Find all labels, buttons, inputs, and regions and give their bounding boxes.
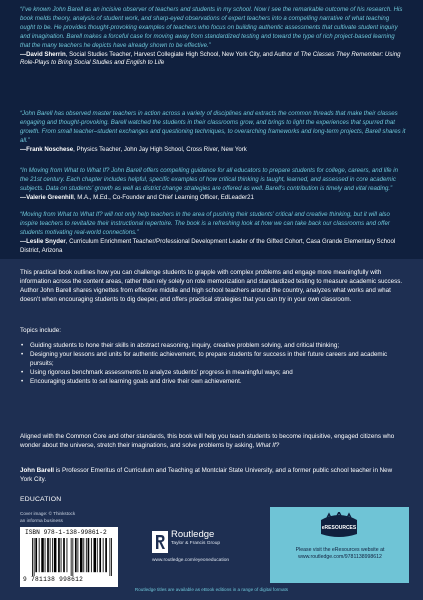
- ebook-footnote: Routledge titles are available as eBook editions in a range of digital formats: [134, 587, 289, 592]
- barcode-digits: 9 781138 998612: [23, 576, 84, 583]
- endorsement-attribution: —Frank Noschese, Physics Teacher, John Jay High School, Cross River, New York: [20, 145, 247, 153]
- endorsement-attribution: —Valerie Greenhill, M.A., M.Ed., Co-Founder and Chief Learning Officer, EdLeader21: [20, 193, 254, 201]
- author-name: John Barell: [20, 467, 55, 474]
- barcode-icon: [32, 538, 112, 576]
- topic-item: • Designing your lessons and units for authentic achievement, to prepare students for success in their future careers and academic pursuits;: [20, 350, 410, 368]
- isbn-barcode: [20, 527, 118, 587]
- endorsement-quote: “I’ve known John Barell as an incisive observer of teachers and students in my school. Now I see the remarkable outcome of his research. His book melds theory, analysis of student work, and sharp-eyed observations of expert teachers into a compelling narrative of what teaching ought to be. He provides thought-provoking examples of teachers who focus on building authentic assessments that cultivate student inquiry and imagination. Barell makes a forceful case for moving away from standardized testing and toward the type of rich project-based learning that the many teachers he depicts have already shown to be effective.”: [20, 6, 403, 49]
- publisher-name: Routledge: [171, 529, 215, 540]
- endorsement-1: [20, 6, 406, 68]
- cover-credit: Cover image: © Thinkstock: [20, 511, 76, 516]
- endorsements-panel: [0, 0, 423, 259]
- topic-item: • Guiding students to hone their skills in abstract reasoning, inquiry, creative problem solving, and critical thinking;: [20, 341, 410, 350]
- book-description: This practical book outlines how you can challenge students to grapple with complex problems and engage more meaningfully with information across the content areas, rather than rely solely on rote memorization and standardized testing to measure academic success. Author John Barell shares vignettes from effective middle and high school teachers around the country, analyzes what works and what doesn’t when encouraging students to dig deeper, and offers practical strategies that you can try in your own classroom.: [20, 269, 403, 303]
- author-bio: John Barell is Professor Emeritus of Curriculum and Teaching at Montclair State University, and a former public school teacher in New York City.: [20, 467, 393, 483]
- common-core-paragraph: Aligned with the Common Core and other standards, this book will help you teach students to become inquisitive, engaged citizens who wonder about the universe, stretch their imaginations, and solve problems by asking, What If?: [20, 433, 395, 449]
- topics-intro: Topics include:: [20, 327, 61, 334]
- endorsement-3: [20, 167, 406, 203]
- endorsement-quote: “In Moving from What to What If? John Barell offers compelling guidance for all educators to prepare students for college, careers, and life in the 21st century. Each chapter includes helpful, specific examples of how critical thinking is taught, learned, and assessed in core academic subjects. Data on students’ growth as well as district change strategies are offered as well. Barell’s contribution is timely and vital reading.”: [20, 167, 399, 192]
- routledge-logo-icon: [152, 531, 168, 553]
- endorsement-quote: “John Barell has observed master teachers in action across a variety of disciplines and extracts the common threads that make their classes engaging and thought-provoking. Barell watched the students in their classrooms grow, and brings to light the experiences that spurred that growth. From small teacher–student exchanges and questioning techniques, to overarching frameworks and long-term projects, Barell shares it all.”: [20, 110, 406, 144]
- eresources-text: Please visit the eResources website at www.routledge.com/9781138998612: [295, 547, 385, 561]
- publisher-url[interactable]: www.routledge.com/eyeoneducation: [152, 558, 230, 563]
- publisher-group: Taylor & Francis Group: [171, 541, 221, 546]
- informa-tagline: an informa business: [20, 519, 63, 524]
- endorsement-attribution: —David Sherrin, Social Studies Teacher, Harvest Collegiate High School, New York City, and Author of The Classes They Remember: Using Role-Plays to Bring Social Studies and English to Life: [20, 50, 401, 67]
- endorsement-attribution: —Leslie Snyder, Curriculum Enrichment Teacher/Professional Development Leader of the Gifted Cohort, Casa Grande Elementary School District, Arizona: [20, 237, 396, 254]
- topics-list: [20, 341, 410, 386]
- isbn-label: ISBN 978-1-138-99861-2: [25, 529, 107, 536]
- endorsement-4: [20, 211, 406, 256]
- topic-item: • Encouraging students to set learning goals and drive their own achievement.: [20, 377, 410, 386]
- endorsement-quote: “Moving from What to What If? will not only help teachers in the area of pushing their students’ critical and creative thinking, but it will also inspire teachers to revitalize their instructional repertoire. The book is a refreshing look at how we can take back our classrooms and offer students motivating real-world connections.”: [20, 211, 390, 236]
- eresources-panel: [270, 507, 409, 583]
- category-label: EDUCATION: [20, 496, 62, 503]
- eresources-badge-label: eRESOURCES: [321, 525, 357, 531]
- eresources-badge-icon: [317, 512, 361, 538]
- what-if-emphasis: What If?: [255, 442, 280, 449]
- topic-item: • Using rigorous benchmark assessments to analyze students’ progress in meaningful ways; and: [20, 368, 410, 377]
- eresources-link[interactable]: www.routledge.com/9781138998612: [298, 554, 382, 561]
- endorsement-2: [20, 110, 406, 155]
